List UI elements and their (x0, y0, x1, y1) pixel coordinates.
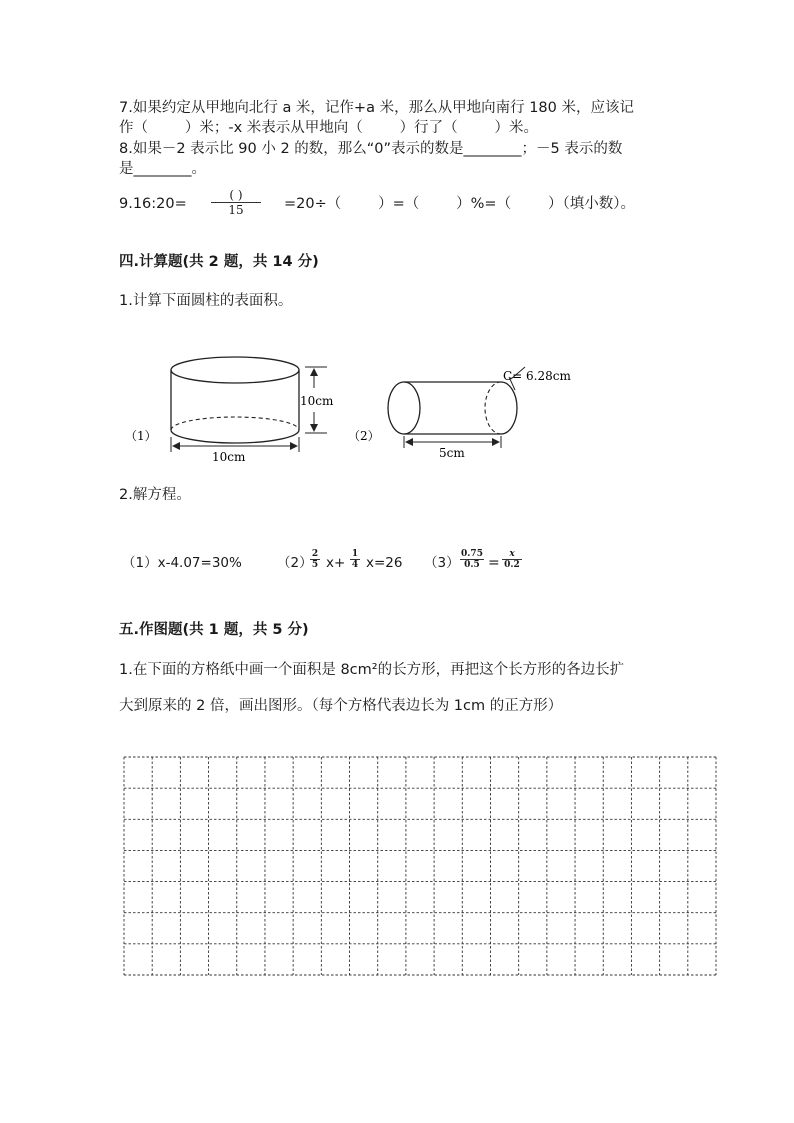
section4-title: 四.计算题(共 2 题，共 14 分) (119, 254, 319, 270)
cylinder-figures (115, 350, 585, 470)
q9-fraction-denominator: 15 (228, 203, 244, 217)
equation-2-label: （2） (277, 555, 313, 571)
equation-2-middle: x+ (326, 555, 346, 571)
fig1-label: （1） (125, 429, 157, 443)
fraction-numerator: 2 (311, 549, 319, 559)
q7-line1: 7.如果约定从甲地向北行 a 米，记作+a 米，那么从甲地向南行 180 米，应该记 (119, 100, 634, 116)
section5-title: 五.作图题(共 1 题，共 5 分) (119, 622, 309, 638)
fraction-denominator: 0.5 (464, 560, 480, 570)
fig2-label: （2） (348, 429, 380, 443)
equation-3-right-fraction (501, 549, 523, 570)
q7-line2: 作（ ）米；-x 米表示从甲地向（ ）行了（ ）米。 (119, 120, 539, 136)
q9-prefix: 9.16:20= (119, 196, 187, 212)
section4-q2: 2.解方程。 (119, 487, 191, 503)
fraction-denominator: 4 (351, 560, 359, 570)
section5-q1-line1: 1.在下面的方格纸中画一个面积是 8cm²的长方形，再把这个长方形的各边长扩 (119, 662, 625, 678)
q8-line2: 是________。 (119, 161, 206, 177)
fraction-denominator: 0.2 (504, 560, 520, 570)
equation-2-fraction-2 (349, 549, 361, 570)
equation-1: （1）x-4.07=30% (122, 555, 242, 571)
fraction-numerator: x (509, 549, 515, 559)
fraction-numerator: 0.75 (461, 549, 483, 559)
fraction-denominator: 5 (311, 560, 319, 570)
q9-fraction (210, 188, 262, 217)
equation-3-equals: = (488, 555, 500, 571)
equation-2-end: x=26 (366, 555, 403, 571)
equation-3-left-fraction (459, 549, 485, 570)
fig1-diameter-label: 10cm (212, 450, 246, 464)
q8-line1: 8.如果－2 表示比 90 小 2 的数，那么“0”表示的数是________；－5 表示的数 (119, 141, 623, 157)
section5-q1-line2: 大到原来的 2 倍，画出图形。（每个方格代表边长为 1cm 的正方形） (119, 698, 563, 714)
lying-cylinder (388, 382, 517, 434)
section4-q1: 1.计算下面圆柱的表面积。 (119, 293, 293, 309)
fig1-height-label: 10cm (300, 394, 334, 408)
q9-fraction-numerator: ( ) (229, 188, 243, 202)
grid-paper[interactable] (123, 756, 717, 980)
q9-suffix: =20÷（ ）=（ ）%=（ ）（填小数）。 (284, 196, 635, 212)
grid-svg (123, 756, 717, 976)
equation-3-label: （3） (424, 555, 460, 571)
fraction-numerator: 1 (351, 549, 359, 559)
fig2-circumference-label: C= 6.28cm (503, 369, 571, 383)
upright-cylinder (171, 357, 299, 443)
equation-2-fraction-1 (309, 549, 321, 570)
fig2-length-label: 5cm (439, 446, 465, 460)
